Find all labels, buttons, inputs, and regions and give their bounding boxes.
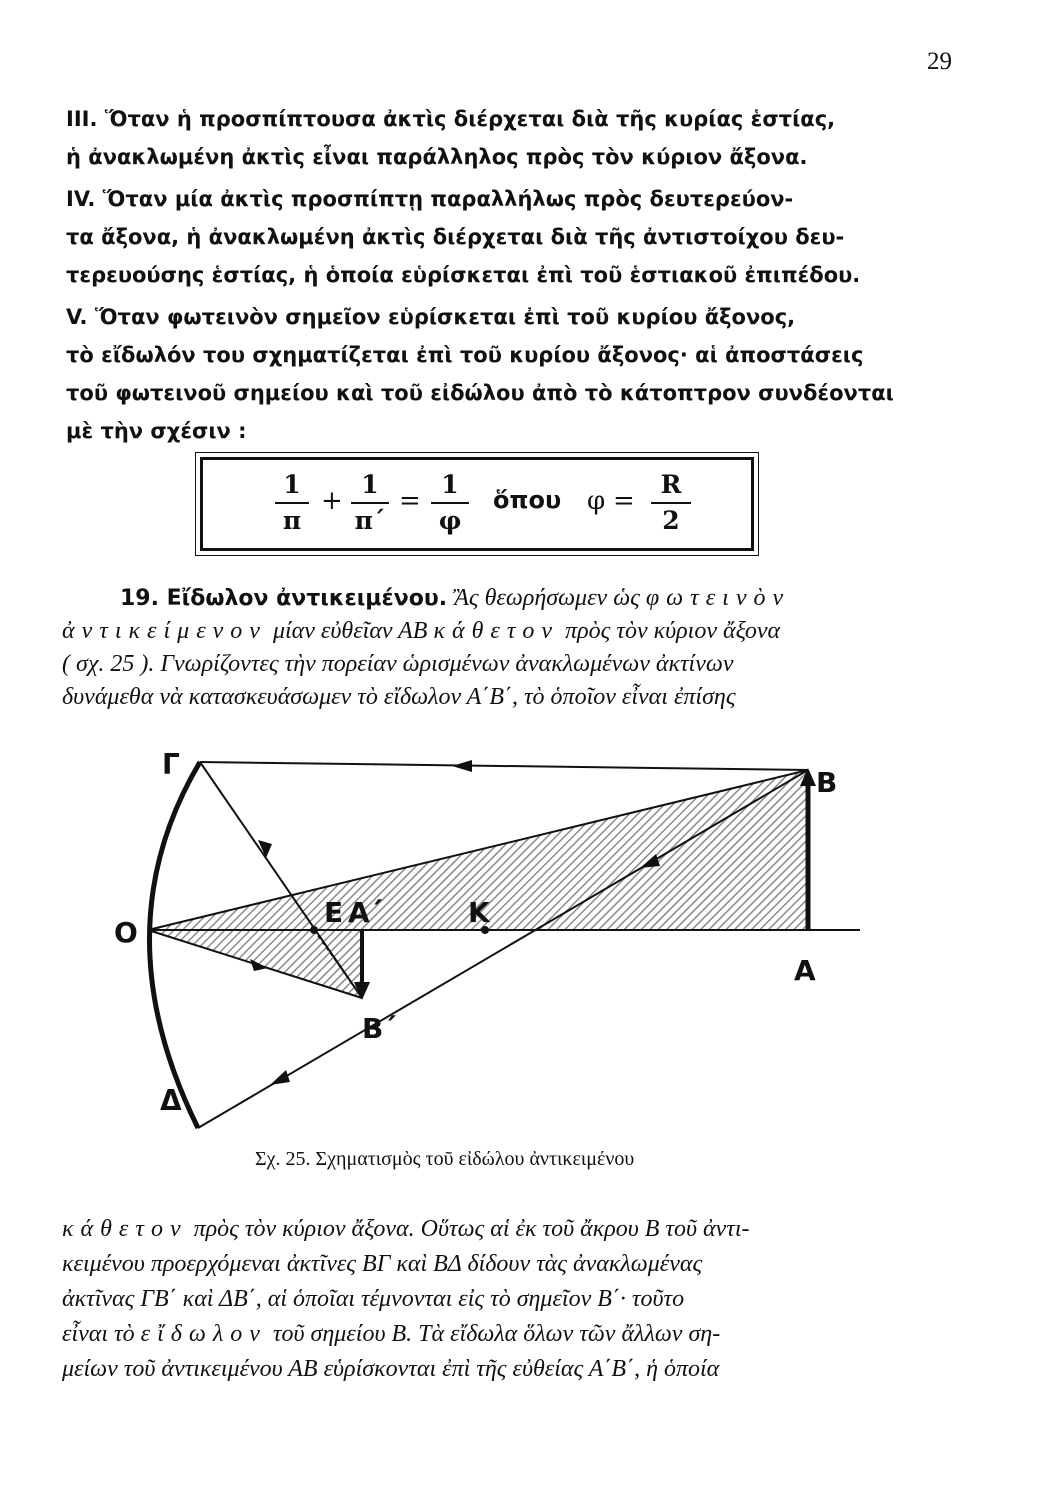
section-body-line-4: δυνάμεθα νὰ κατασκευάσωμεν τὸ εἴδωλον Α΄Β΄, τὸ ὁποῖον εἶναι ἐπίσης bbox=[62, 684, 736, 710]
fraction-denominator: π΄ bbox=[354, 506, 386, 535]
page-number: 29 bbox=[927, 48, 952, 75]
spaced-word-katheton-2: κάθετον bbox=[62, 1216, 188, 1242]
fraction-numerator: R bbox=[660, 470, 682, 499]
section-19-body bbox=[62, 615, 942, 714]
section-body-text: μίαν εὐθεῖαν ΑΒ bbox=[266, 618, 434, 644]
fraction-bar bbox=[651, 502, 691, 504]
fraction-denominator: 2 bbox=[662, 506, 680, 535]
figure-25-mirror-diagram bbox=[100, 740, 900, 1140]
section-19-heading-line bbox=[120, 582, 950, 615]
label-gamma: Γ bbox=[162, 748, 180, 781]
fraction-1-over-pi bbox=[275, 470, 309, 536]
spaced-word-antikeimenon: ἀντικείμενον bbox=[62, 618, 267, 644]
continuation-text: τοῦ σημείου Β. Τὰ εἴδωλα ὅλων τῶν ἄλλων ση- bbox=[266, 1321, 721, 1347]
fraction-numerator: 1 bbox=[283, 470, 301, 499]
rule-iv bbox=[66, 180, 936, 294]
ray-b-gamma-arrowhead bbox=[452, 760, 472, 772]
continuation-text: εἶναι τὸ bbox=[62, 1321, 141, 1347]
rule-iv-line-1: IV. Ὅταν μία ἀκτὶς προσπίπτῃ παραλλήλως πρὸς δευτερεύον- bbox=[66, 187, 794, 211]
label-a: A bbox=[794, 954, 816, 987]
continuation-text: πρὸς τὸν κύριον ἄξονα. Οὕτως αἱ ἐκ τοῦ ἄκρου Β τοῦ ἀντι- bbox=[187, 1216, 750, 1242]
continuation-line-4 bbox=[62, 1317, 942, 1352]
label-k: K bbox=[468, 896, 490, 929]
label-b: B bbox=[816, 766, 838, 799]
plus-sign: + bbox=[321, 486, 343, 516]
fraction-bar bbox=[275, 502, 309, 504]
fraction-1-over-phi bbox=[431, 470, 469, 536]
spaced-word-photeinon: φωτεινὸν bbox=[645, 585, 791, 611]
where-word: ὅπου bbox=[493, 486, 562, 514]
fraction-r-over-2 bbox=[651, 470, 691, 536]
fraction-bar bbox=[431, 502, 469, 504]
fraction-numerator: 1 bbox=[441, 470, 459, 499]
rule-iv-line-2: τα ἄξονα, ἡ ἀνακλωμένη ἀκτὶς διέρχεται διὰ τῆς ἀντιστοίχου δευ- bbox=[66, 225, 845, 249]
label-delta: Δ bbox=[160, 1084, 182, 1117]
rule-iii-line-2: ἡ ἀνακλωμένη ἀκτὶς εἶναι παράλληλος πρὸς τὸν κύριον ἄξονα. bbox=[66, 145, 808, 169]
equals-sign: = bbox=[399, 486, 421, 516]
rule-v-line-4: μὲ τὴν σχέσιν : bbox=[66, 419, 247, 443]
section-intro: Ἂς θεωρήσωμεν ὡς bbox=[447, 585, 646, 611]
fraction-bar bbox=[351, 502, 389, 504]
rule-iii-line-1: III. Ὅταν ἡ προσπίπτουσα ἀκτὶς διέρχεται διὰ τῆς κυρίας ἑστίας, bbox=[66, 107, 836, 131]
continuation-line-1 bbox=[62, 1212, 942, 1247]
mirror-formula-box bbox=[200, 457, 754, 551]
continuation-paragraph bbox=[62, 1212, 942, 1387]
spaced-word-katheton: κάθετον bbox=[433, 618, 560, 644]
continuation-line-2: κειμένου προερχόμεναι ἀκτῖνες ΒΓ καὶ ΒΔ δίδουν τὰς ἀνακλωμένας bbox=[62, 1251, 703, 1277]
ray-delta-bprime-arrowhead bbox=[270, 1070, 290, 1085]
fraction-denominator: φ bbox=[438, 506, 462, 535]
continuation-line-3: ἀκτῖνας ΓΒ΄ καὶ ΔΒ΄, αἱ ὁποῖαι τέμνονται εἰς τὸ σημεῖον Β΄· τοῦτο bbox=[62, 1286, 685, 1312]
fraction-numerator: 1 bbox=[361, 470, 379, 499]
figure-caption: Σχ. 25. Σχηματισμὸς τοῦ εἰδώλου ἀντικειμένου bbox=[255, 1148, 635, 1170]
label-b-prime: B΄ bbox=[362, 1012, 396, 1045]
equals-sign-2: = bbox=[613, 486, 635, 516]
rule-iii bbox=[66, 100, 936, 176]
section-body-line-3: ( σχ. 25 ). Γνωρίζοντες τὴν πορείαν ὡρισμένων ἀνακλωμένων ἀκτίνων bbox=[62, 651, 734, 677]
rule-v-line-2: τὸ εἴδωλόν του σχηματίζεται ἐπὶ τοῦ κυρίου ἄξονος· αἱ ἀποστάσεις bbox=[66, 343, 864, 367]
rule-iv-line-3: τερευούσης ἑστίας, ἡ ὁποία εὑρίσκεται ἐπὶ τοῦ ἑστιακοῦ ἐπιπέδου. bbox=[66, 263, 861, 287]
fraction-denominator: π bbox=[282, 506, 302, 535]
section-title: 19. Εἴδωλον ἀντικειμένου. bbox=[120, 586, 448, 611]
spaced-word-eidolon: εἴδωλον bbox=[140, 1321, 267, 1347]
point-e-marker bbox=[310, 926, 318, 934]
section-body-line-2 bbox=[62, 615, 942, 648]
rule-v bbox=[66, 298, 936, 450]
phi-symbol: φ bbox=[587, 486, 606, 516]
label-a-prime: A΄ bbox=[348, 896, 383, 929]
continuation-line-5: μείων τοῦ ἀντικειμένου ΑΒ εὑρίσκονται ἐπὶ τῆς εὐθείας Α΄Β΄, ἡ ὁποία bbox=[62, 1356, 720, 1382]
ray-b-gamma bbox=[200, 762, 808, 770]
label-o: O bbox=[114, 916, 138, 949]
label-e: E bbox=[324, 896, 344, 929]
rule-v-line-1: V. Ὅταν φωτεινὸν σημεῖον εὑρίσκεται ἐπὶ τοῦ κυρίου ἄξονος, bbox=[66, 305, 796, 329]
section-body-text: πρὸς τὸν κύριον ἄξονα bbox=[559, 618, 781, 644]
rule-v-line-3: τοῦ φωτεινοῦ σημείου καὶ τοῦ εἰδώλου ἀπὸ τὸ κάτοπτρον συνδέονται bbox=[66, 381, 894, 405]
fraction-1-over-pi-prime bbox=[351, 470, 389, 536]
